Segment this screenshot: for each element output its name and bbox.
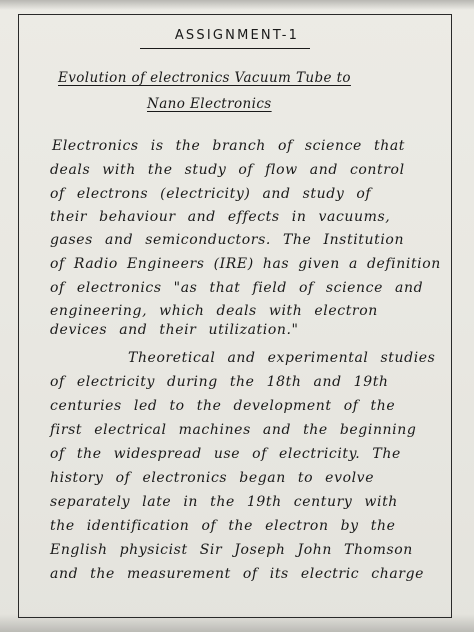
page-top-shadow — [0, 0, 474, 10]
text-line-3: of electrons (electricity) and study of — [50, 186, 372, 202]
text-line-12: centuries led to the development of the — [50, 398, 396, 414]
title-underline — [140, 48, 310, 49]
text-line-9: devices and their utilization." — [50, 322, 299, 338]
text-line-13: first electrical machines and the beginning — [50, 422, 417, 438]
text-line-10: Theoretical and experimental studies — [128, 350, 436, 366]
text-line-2: deals with the study of flow and control — [50, 162, 405, 178]
heading-line-2: Nano Electronics — [147, 96, 272, 112]
page-bottom-shadow — [0, 614, 474, 632]
text-line-17: the identification of the electron by the — [50, 518, 396, 534]
text-line-16: separately late in the 19th century with — [50, 494, 398, 510]
text-line-14: of the widespread use of electricity. The — [50, 446, 401, 462]
assignment-title: ASSIGNMENT-1 — [174, 28, 300, 43]
text-line-11: of electricity during the 18th and 19th — [50, 374, 389, 390]
text-line-6: of Radio Engineers (IRE) has given a definition — [50, 256, 441, 272]
text-line-5: gases and semiconductors. The Institution — [50, 232, 405, 248]
heading-line-1: Evolution of electronics Vacuum Tube to — [58, 70, 351, 86]
text-line-15: history of electronics began to evolve — [50, 470, 375, 486]
text-line-7: of electronics "as that field of science and — [50, 280, 424, 296]
text-line-1: Electronics is the branch of science that — [52, 138, 406, 154]
text-line-8: engineering, which deals with electron — [50, 303, 378, 319]
text-line-18: English physicist Sir Joseph John Thomson — [50, 542, 413, 558]
text-line-4: their behaviour and effects in vacuums, — [50, 209, 391, 225]
text-line-19: and the measurement of its electric charge — [50, 566, 425, 582]
